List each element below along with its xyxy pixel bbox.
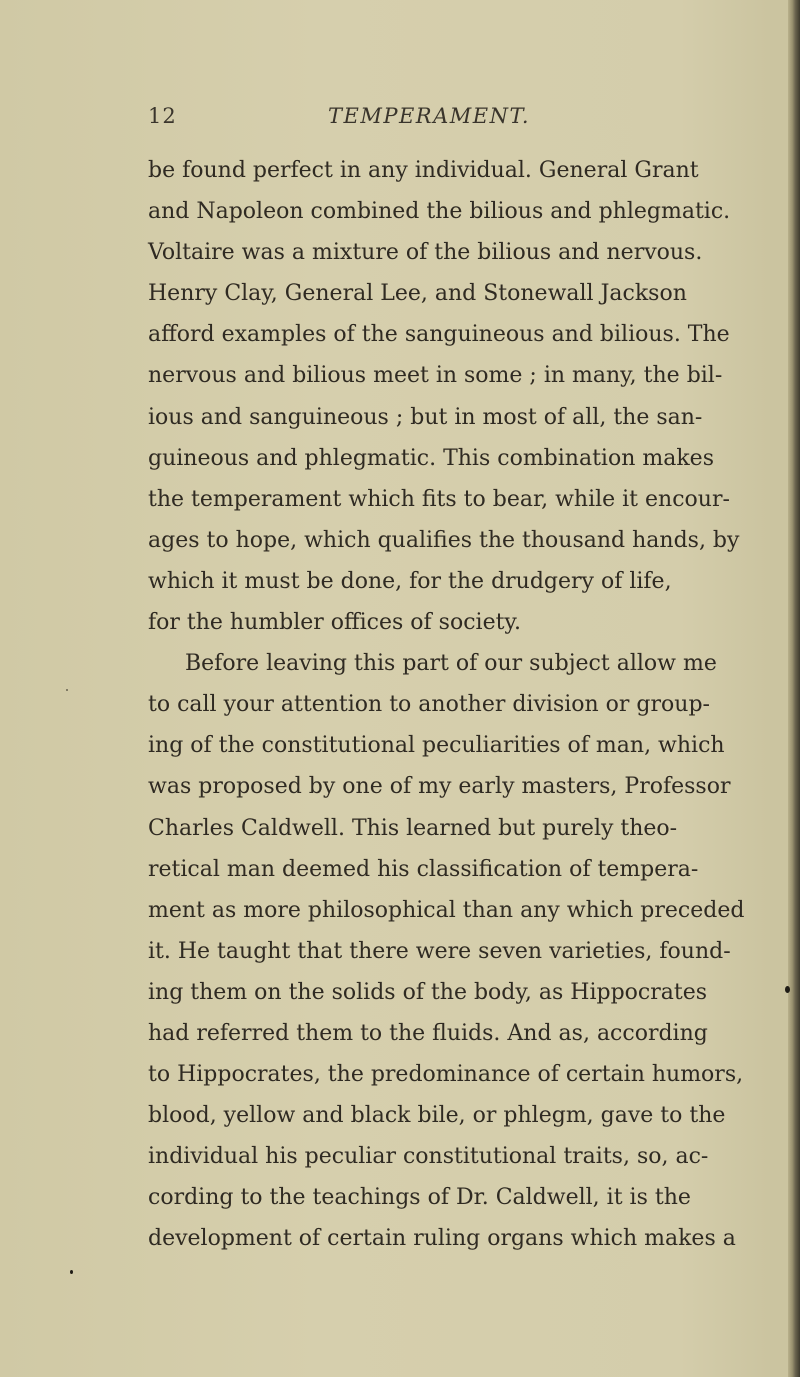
- text-line: it. He taught that there were seven varieties, found-: [148, 938, 731, 964]
- text-line: had referred them to the fluids. And as, according: [148, 1020, 708, 1046]
- paragraph-start-line: Before leaving this part of our subject allow me: [185, 651, 717, 677]
- page-header: [148, 104, 688, 138]
- page-edge: [788, 0, 800, 1377]
- body-text: [148, 150, 758, 1260]
- text-line: ing of the constitutional peculiarities of man, which: [148, 733, 725, 759]
- ink-speck: [70, 1270, 73, 1274]
- text-line: ing them on the solids of the body, as Hippocrates: [148, 979, 708, 1005]
- text-line: afford examples of the sanguineous and bilious. The: [148, 322, 730, 348]
- text-line: retical man deemed his classification of tempera-: [148, 856, 699, 882]
- text-line: cording to the teachings of Dr. Caldwell, it is the: [148, 1185, 691, 1211]
- text-line: ious and sanguineous ; but in most of all, the san-: [148, 404, 703, 430]
- text-line: Henry Clay, General Lee, and Stonewall Jackson: [148, 281, 687, 307]
- text-line: Voltaire was a mixture of the bilious and nervous.: [148, 240, 703, 266]
- text-line: for the humbler offices of society.: [148, 610, 521, 636]
- ink-speck: [66, 689, 68, 691]
- text-line: was proposed by one of my early masters, Professor: [148, 774, 731, 800]
- text-line: nervous and bilious meet in some ; in many, the bil-: [148, 363, 723, 389]
- text-line: ages to hope, which qualifies the thousand hands, by: [148, 527, 740, 553]
- running-head: TEMPERAMENT.: [328, 104, 531, 128]
- text-line: to Hippocrates, the predominance of certain humors,: [148, 1062, 744, 1088]
- text-line: individual his peculiar constitutional traits, so, ac-: [148, 1144, 709, 1170]
- ink-speck: [785, 986, 790, 993]
- page-number: 12: [148, 104, 177, 128]
- text-line: Charles Caldwell. This learned but purely theo-: [148, 815, 678, 841]
- text-line: to call your attention to another division or group-: [148, 692, 710, 718]
- text-line: development of certain ruling organs which makes a: [148, 1226, 736, 1252]
- text-line: be found perfect in any individual. General Grant: [148, 158, 699, 183]
- text-line: the temperament which fits to bear, while it encour-: [148, 486, 730, 512]
- text-line: guineous and phlegmatic. This combination makes: [148, 445, 714, 471]
- text-line: ment as more philosophical than any which preceded: [148, 897, 745, 923]
- text-line: blood, yellow and black bile, or phlegm, gave to the: [148, 1103, 726, 1129]
- text-line: and Napoleon combined the bilious and phlegmatic.: [148, 199, 731, 225]
- text-line: which it must be done, for the drudgery of life,: [148, 568, 672, 594]
